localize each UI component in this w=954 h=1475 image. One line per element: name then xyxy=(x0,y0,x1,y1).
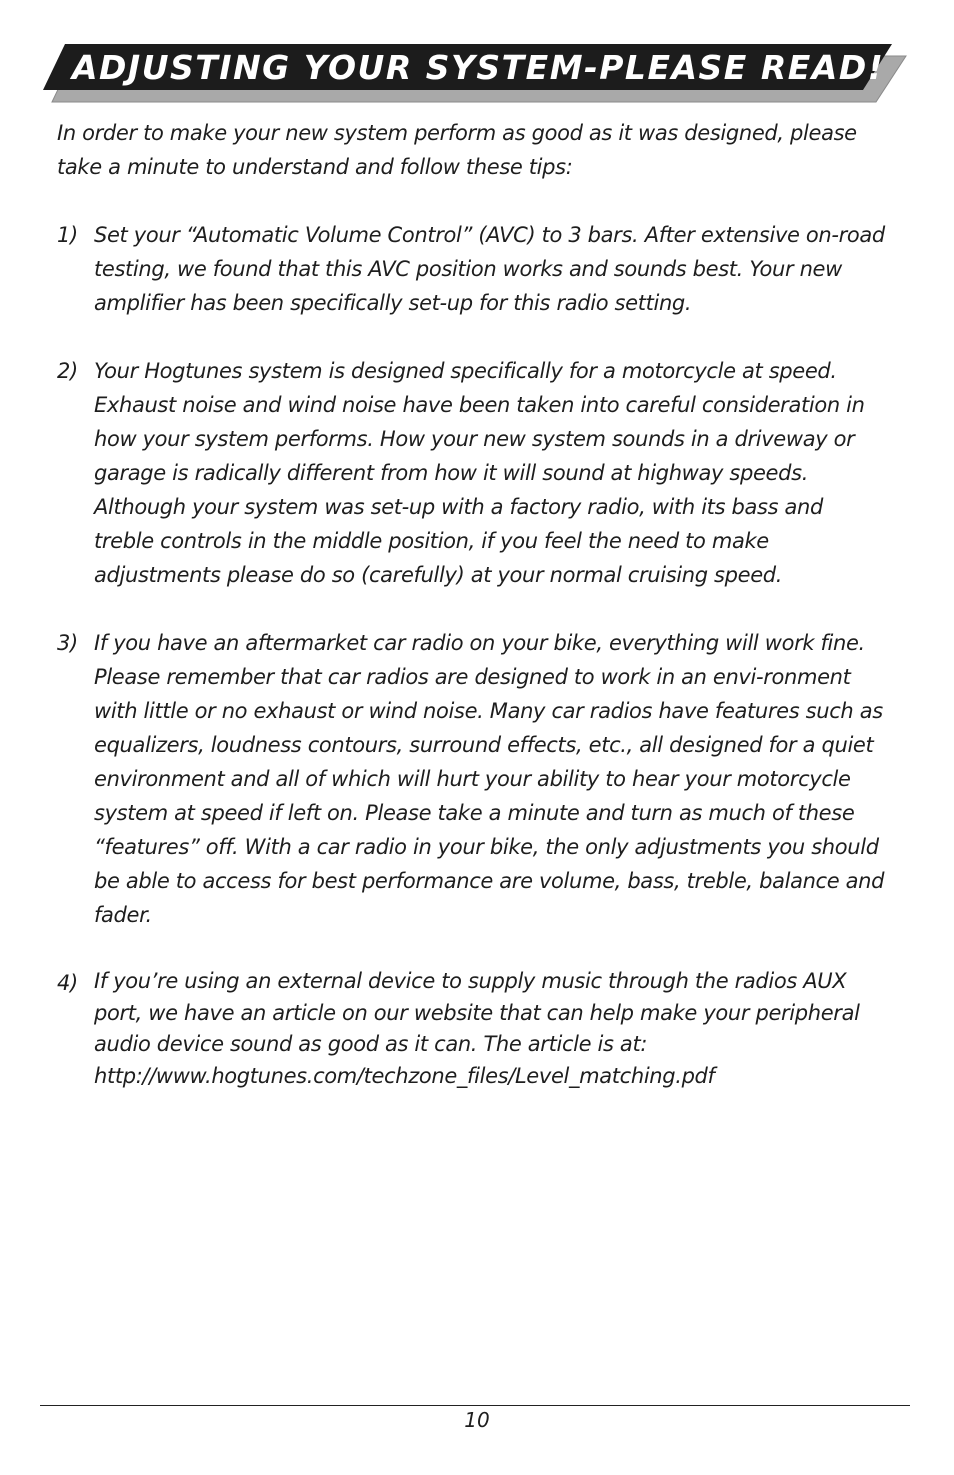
tip-item-2 xyxy=(57,354,887,592)
tip-item-3 xyxy=(57,626,887,932)
tip-number: 3) xyxy=(57,631,78,655)
tip-text: If you have an aftermarket car radio on your bike, everything will work fine. Please remember that car radios are designed to work in an envi-ronment with little or no exhaust or wind noise. Many car radios have features such as equalizers, loudness contours, surround effects, etc., all designed for a quiet environment and all of which will hurt your ability to hear your motorcycle system at speed if left on. Please take a minute and turn as much of these “features” off. With a car radio in your bike, the only adjustments you should be able to access for best performance are volume, bass, treble, balance and fader. xyxy=(94,631,885,927)
tip-text: Set your “Automatic Volume Control” (AVC) to 3 bars. After extensive on-road testing, we found that this AVC position works and sounds best. Your new amplifier has been specifically set-up for this radio setting. xyxy=(94,223,885,315)
article-url-link[interactable]: http://www.hogtunes.com/techzone_files/Level_matching.pdf xyxy=(94,1063,715,1088)
tip-text: If you’re using an external device to supply music through the radios AUX port, we have an article on our website that can help make your peripheral audio device sound as good as it can. The article is at: xyxy=(94,969,860,1056)
document-body xyxy=(57,116,887,1126)
intro-paragraph: In order to make your new system perform as good as it was designed, please take a minute to understand and follow these tips: xyxy=(57,121,857,179)
tip-number: 2) xyxy=(57,359,78,383)
tip-item-4 xyxy=(57,966,887,1092)
footer-divider xyxy=(40,1405,910,1406)
page-number: 10 xyxy=(464,1408,490,1432)
tip-text: Your Hogtunes system is designed specifically for a motorcycle at speed. Exhaust noise and wind noise have been taken into careful consideration in how your system performs. How your new system sounds in a driveway or garage is radically different from how it will sound at highway speeds. Although your system was set-up with a factory radio, with its bass and treble controls in the middle position, if you feel the need to make adjustments please do so (carefully) at your normal cruising speed. xyxy=(94,359,865,587)
title-banner xyxy=(40,40,910,104)
tip-text-block xyxy=(94,966,887,1092)
tip-number: 1) xyxy=(57,223,78,247)
tip-number: 4) xyxy=(57,971,78,995)
page-title: ADJUSTING YOUR SYSTEM-PLEASE READ! xyxy=(72,48,885,87)
tip-item-1 xyxy=(57,218,887,320)
